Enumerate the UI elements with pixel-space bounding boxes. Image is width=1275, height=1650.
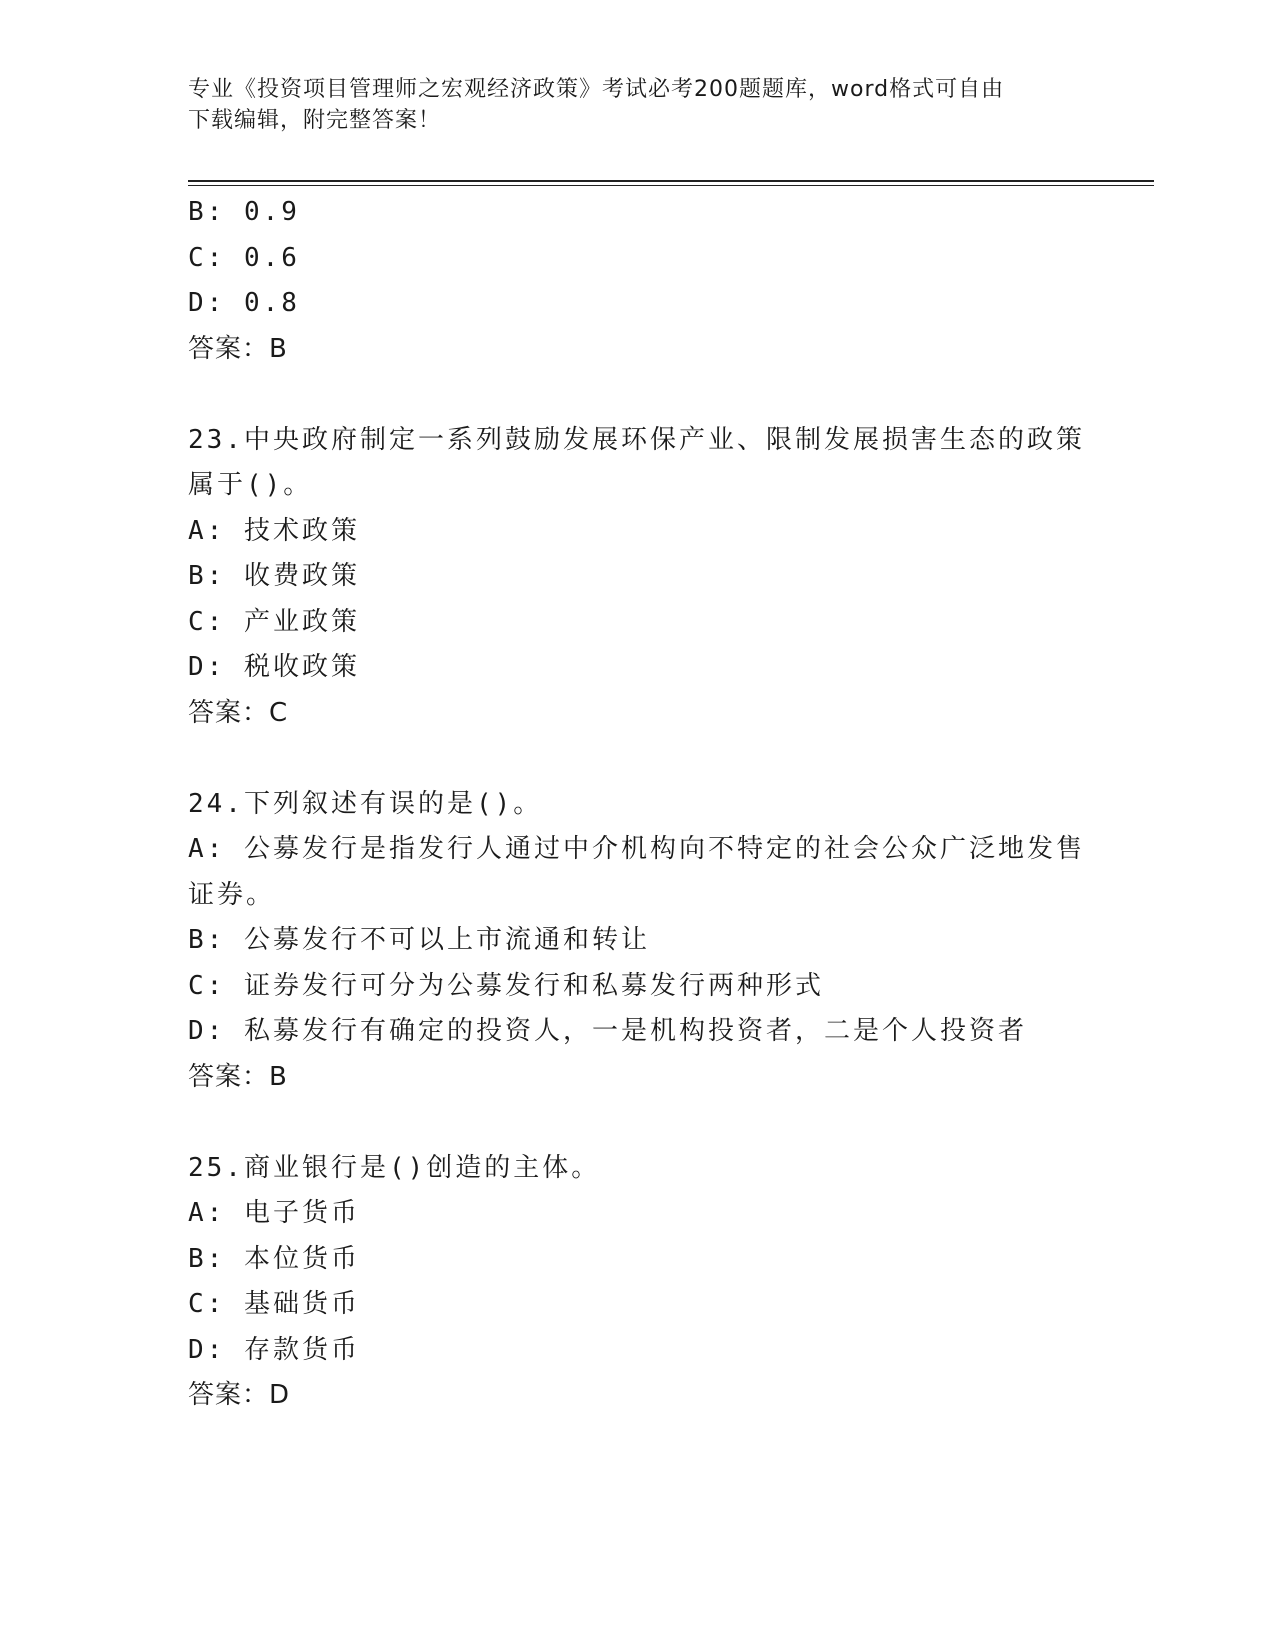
option-b: B: 公募发行不可以上市流通和转让 — [188, 925, 650, 955]
answer: 答案：D — [188, 1380, 291, 1410]
option-c: C: 产业政策 — [188, 606, 360, 637]
spacer — [188, 1100, 1088, 1146]
option-a: A: 技术政策 — [188, 515, 360, 546]
option-d: D: 私募发行有确定的投资人，一是机构投资者，二是个人投资者 — [188, 1016, 1027, 1046]
header-divider-thick — [188, 180, 1154, 182]
question-stem-continued: 属于()。 — [188, 470, 313, 500]
question-24 — [188, 782, 1088, 1101]
option-c: C: 0.6 — [188, 242, 300, 273]
question-list — [188, 190, 1088, 1419]
option-b: B: 收费政策 — [188, 561, 360, 591]
option-a-continued: 证券。 — [188, 879, 276, 910]
option-a: A: 电子货币 — [188, 1198, 360, 1228]
question-stem: 23.中央政府制定一系列鼓励发展环保产业、限制发展损害生态的政策 — [188, 424, 1085, 455]
spacer — [188, 372, 1088, 418]
question-stem: 24.下列叙述有误的是()。 — [188, 788, 543, 819]
option-a: A: 公募发行是指发行人通过中介机构向不特定的社会公众广泛地发售 — [188, 834, 1085, 864]
answer: 答案：B — [188, 1061, 288, 1092]
header-line-1: 专业《投资项目管理师之宏观经济政策》考试必考200题题库，word格式可自由 — [188, 77, 1005, 102]
question-22-tail — [188, 190, 1088, 372]
option-b: B: 本位货币 — [188, 1243, 360, 1274]
question-stem: 25.商业银行是()创造的主体。 — [188, 1152, 601, 1183]
option-d: D: 税收政策 — [188, 652, 360, 682]
header-divider-thin — [188, 185, 1154, 186]
question-25 — [188, 1146, 1088, 1419]
spacer — [188, 736, 1088, 782]
option-d: D: 存款货币 — [188, 1334, 360, 1365]
option-c: C: 基础货币 — [188, 1289, 360, 1319]
header-line-2: 下载编辑，附完整答案！ — [188, 108, 442, 133]
question-23 — [188, 418, 1088, 737]
option-d: D: 0.8 — [188, 288, 300, 318]
answer: 答案：B — [188, 333, 288, 364]
answer: 答案：C — [188, 697, 289, 728]
document-header — [188, 74, 1068, 136]
option-c: C: 证券发行可分为公募发行和私募发行两种形式 — [188, 970, 824, 1001]
option-b: B: 0.9 — [188, 197, 300, 227]
